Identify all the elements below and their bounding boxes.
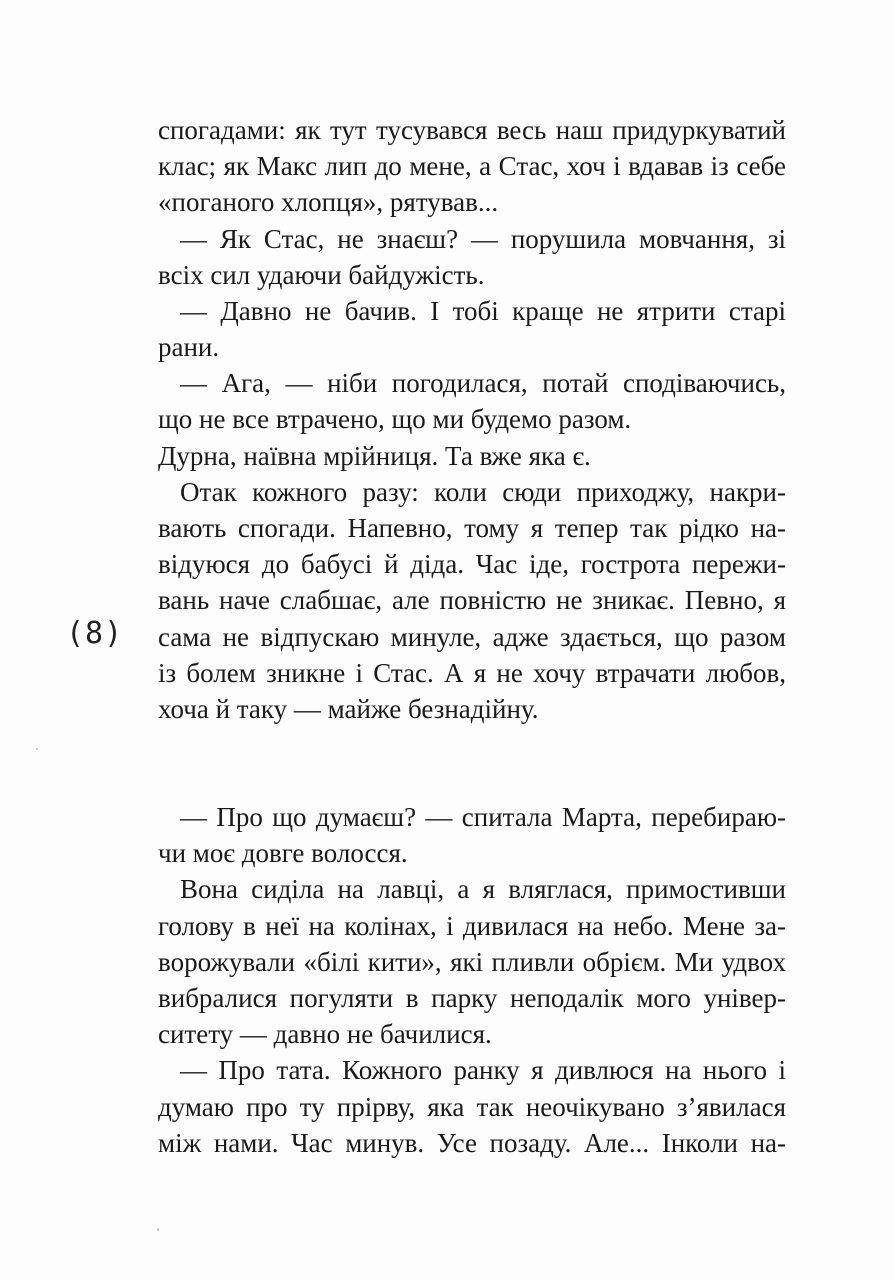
text-line: спогадами: як тут тусувався весь наш придуркуватий: [158, 115, 786, 145]
text-line: клас; як Макс лип до мене, а Стас, хоч і вдавав із себе: [158, 151, 786, 181]
text-line: чи моє довге волосся.: [158, 838, 408, 868]
text-line: ситету — давно не бачилися.: [158, 1019, 492, 1049]
text-line: — Про що думаєш? — спитала Марта, перебираю-: [180, 802, 786, 832]
text-line: сама не відпускаю минуле, адже здається, що разом: [158, 622, 786, 652]
text-line: відуюся до бабусі й діда. Час іде, гострота пережи-: [158, 549, 786, 579]
text-line: голову в неї на колінах, і дивилася на небо. Мене за-: [158, 911, 786, 941]
text-line: ворожували «білі кити», які пливли обрієм. Ми удвох: [158, 947, 786, 977]
page-number: (8): [66, 616, 124, 651]
text-line: рани.: [158, 332, 220, 362]
text-line: між нами. Час минув. Усе позаду. Але... Інколи на-: [158, 1128, 786, 1158]
text-line: — Ага, — ніби погодилася, потай сподіваючись,: [180, 368, 786, 398]
scan-speck: [157, 1228, 159, 1231]
text-line: із болем зникне і Стас. А я не хочу втрачати любов,: [158, 658, 786, 688]
text-line: хоча й таку — майже безнадійну.: [158, 694, 539, 724]
text-line: Вона сиділа на лавці, а я вляглася, примостивши: [180, 874, 786, 904]
text-line: — Давно не бачив. І тобі краще не ятрити старі: [180, 296, 786, 326]
text-line: вають спогади. Напевно, тому я тепер так рідко на-: [158, 513, 786, 543]
text-line: — Про тата. Кожного ранку я дивлюся на нього і: [180, 1055, 786, 1085]
text-line: вань наче слабшає, але повністю не зникає. Певно, я: [158, 585, 786, 615]
text-line: Отак кожного разу: коли сюди приходжу, накри-: [180, 477, 786, 507]
text-line: — Як Стас, не знаєш? — порушила мовчання, зі: [180, 224, 786, 254]
text-line: «поганого хлопця», рятував...: [158, 187, 499, 217]
text-line: що не все втрачено, що ми будемо разом.: [158, 404, 632, 434]
text-line: всіх сил удаючи байдужість.: [158, 260, 485, 290]
text-line: Дурна, наївна мрійниця. Та вже яка є.: [158, 441, 591, 471]
scan-speck: [36, 748, 38, 750]
text-line: вибралися погуляти в парку неподалік мого універ-: [158, 983, 786, 1013]
text-line: думаю про ту прірву, яка так неочікувано з’явилася: [158, 1092, 786, 1122]
